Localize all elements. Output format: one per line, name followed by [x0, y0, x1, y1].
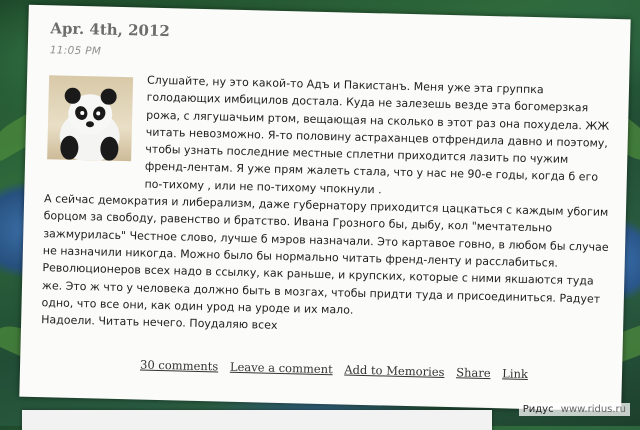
entry-body [41, 69, 613, 342]
add-to-memories-link[interactable]: Add to Memories [344, 362, 445, 379]
share-link[interactable]: Share [455, 365, 491, 381]
entry-paragraph-intro: Слушайте, ну это какой-то Адъ и Пакистанъ. Меня уже эта группка голодающих имбицилов достала. Куда не залезешь везде эта богомерзкая рожа, с лягушачьим ртом, вещающая на сколько в этот раз она похудела. ЖЖ читать невозможно. Я-то половину астраханцев отфрендила давно и поэтому, чтобы узнать последние местные сплетни приходится лазить по чужим френд-лентам. Я уже прям жалеть стала, что у нас не 90-е годы, когда б его по-тихому , или не по-тихому чпокнули . [144, 73, 610, 197]
watermark-url: www.ridus.ru [560, 404, 626, 415]
entry-date: Apr. 4th, 2012 [50, 19, 171, 41]
next-entry-edge [22, 410, 492, 430]
entry-time: 11:05 PM [49, 44, 102, 58]
journal-entry-card [19, 5, 630, 412]
comments-link[interactable]: 30 comments [139, 357, 219, 374]
permalink-link[interactable]: Link [502, 366, 529, 382]
entry-paragraph-end: Надоели. Читать нечего. Поудаляю всех [41, 313, 278, 333]
leave-comment-link[interactable]: Leave a comment [229, 359, 333, 377]
watermark [519, 403, 630, 416]
entry-paragraph-main: А сейчас демократия и либерализм, даже губернатору приходится цацкаться с каждым убогим борцом за свободу, равенство и братство. Ивана Грозного бы, дыбу, кол "мечтательно зажмурилась" Честное слово, лучше б мэров назначали. Это картавое говно, в любом бы случае не назначили никогда. Можно было бы нормально читать френд-ленту и расслабиться. Революционеров всех надо в ссылку, как раньше, и крупских, которые с ними якшаются туда же. Это ж что у человека должно быть в мозгах, чтобы придти туда и присоединиться. Радует одно, что все они, как один урод на уроде и их мало. [41, 192, 609, 317]
watermark-brand: Ридус [522, 404, 554, 415]
entry-footer-links [140, 358, 536, 382]
